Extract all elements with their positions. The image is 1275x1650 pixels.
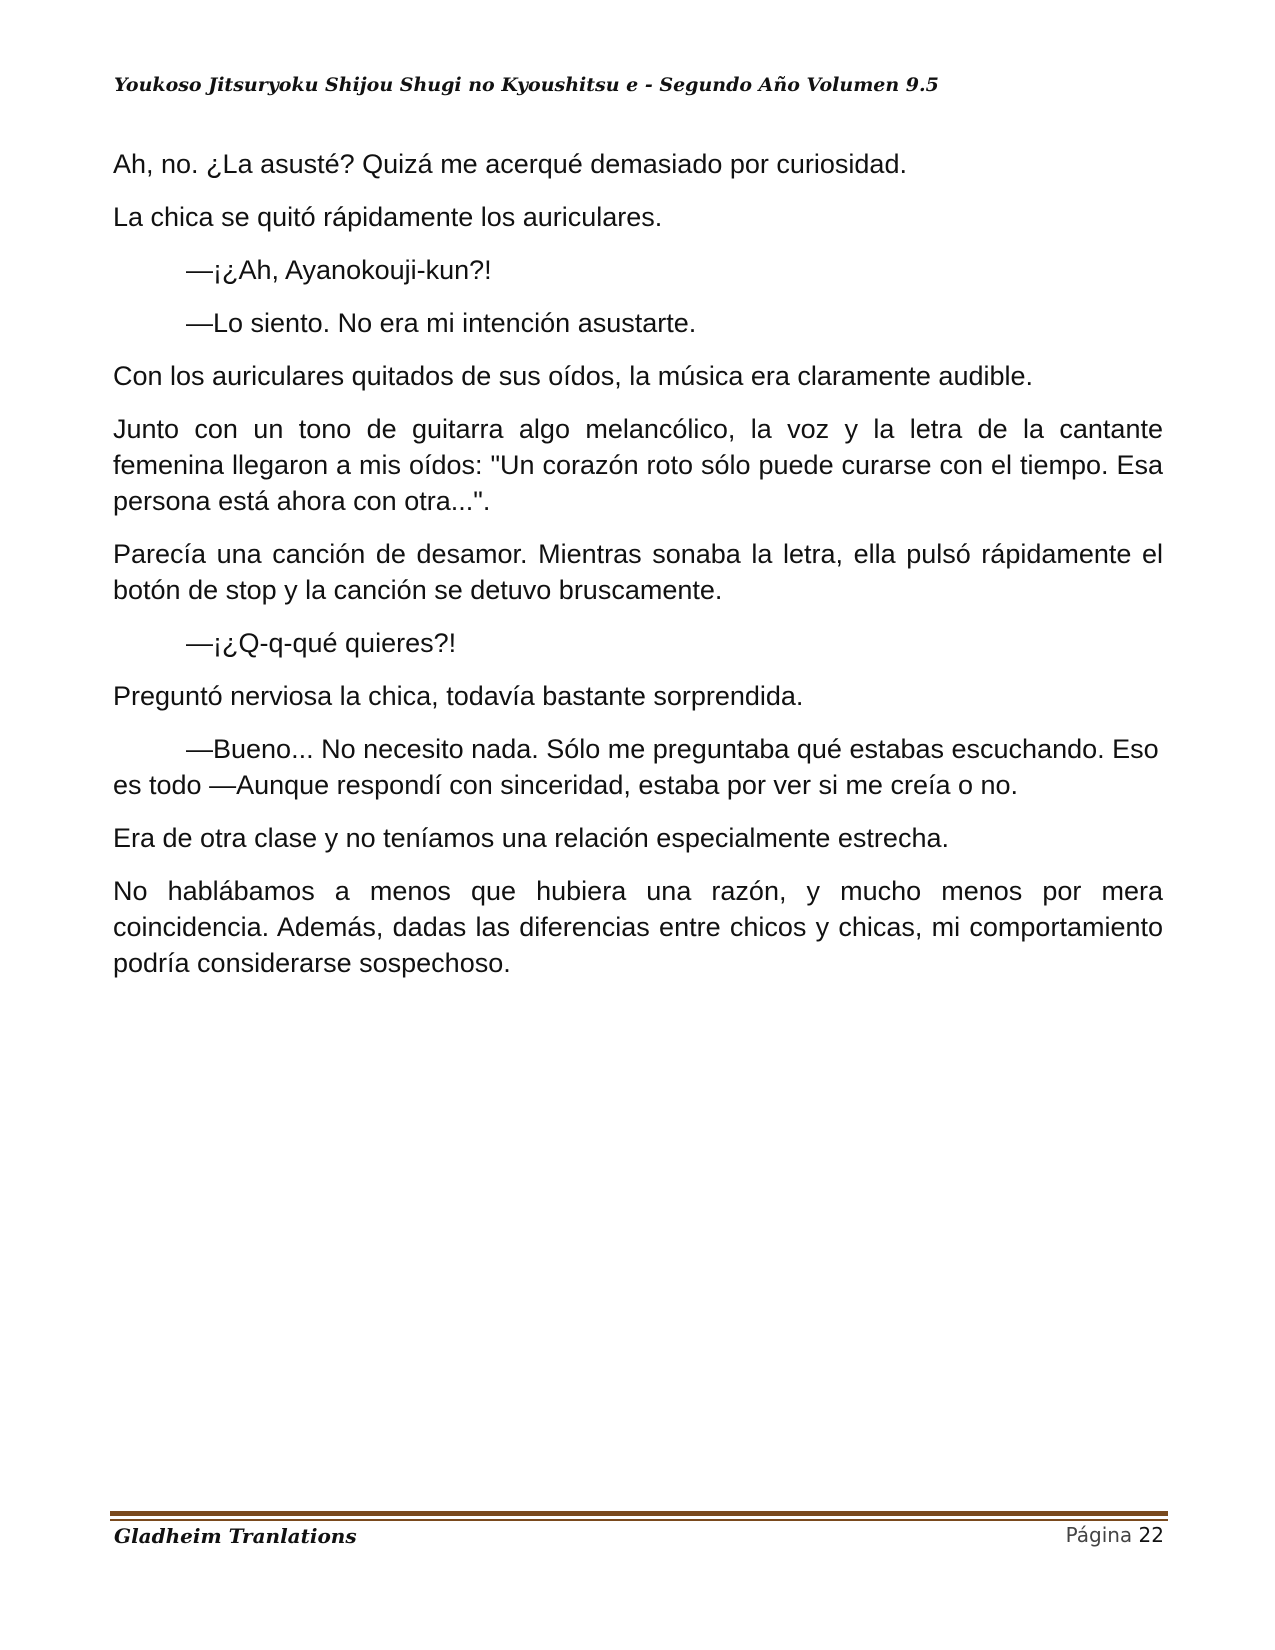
paragraph: No hablábamos a menos que hubiera una razón, y mucho menos por mera coincidencia. Además, dadas las diferencias entre chicos y chicas, mi comportamiento podría considerarse sospechoso. [113, 876, 1163, 978]
paragraph: Preguntó nerviosa la chica, todavía bastante sorprendida. [113, 681, 804, 711]
footer-publisher: Gladheim Tranlations [114, 1524, 357, 1548]
page-number-block [1066, 1523, 1164, 1547]
paragraph: Ah, no. ¿La asusté? Quizá me acerqué demasiado por curiosidad. [113, 149, 907, 179]
dialogue-line: —¡¿Q-q-qué quieres?! [186, 628, 457, 658]
dialogue-line: —Lo siento. No era mi intención asustarte. [186, 308, 697, 338]
paragraph: Era de otra clase y no teníamos una relación especialmente estrecha. [113, 823, 949, 853]
dialogue-line: —Bueno... No necesito nada. Sólo me preguntaba qué estabas escuchando. Eso es todo —Aunque respondí con sinceridad, estaba por ver si me creía o no. [113, 734, 1159, 800]
paragraph: Con los auriculares quitados de sus oídos, la música era claramente audible. [113, 361, 1034, 391]
page-label: Página [1065, 1523, 1133, 1547]
page-number: 22 [1138, 1523, 1164, 1547]
paragraph: La chica se quitó rápidamente los auriculares. [113, 202, 663, 232]
body-text [113, 146, 1163, 998]
paragraph: Parecía una canción de desamor. Mientras sonaba la letra, ella pulsó rápidamente el botón de stop y la canción se detuvo bruscamente. [113, 539, 1163, 605]
footer-rule [110, 1511, 1168, 1516]
header-title: Youkoso Jitsuryoku Shijou Shugi no Kyoushitsu e - Segundo Año Volumen 9.5 [114, 74, 939, 96]
footer-rule-thin [110, 1519, 1168, 1521]
paragraph: Junto con un tono de guitarra algo melancólico, la voz y la letra de la cantante femenina llegaron a mis oídos: "Un corazón roto sólo puede curarse con el tiempo. Esa persona está ahora con otra...". [113, 414, 1163, 516]
dialogue-line: —¡¿Ah, Ayanokouji-kun?! [186, 255, 492, 285]
